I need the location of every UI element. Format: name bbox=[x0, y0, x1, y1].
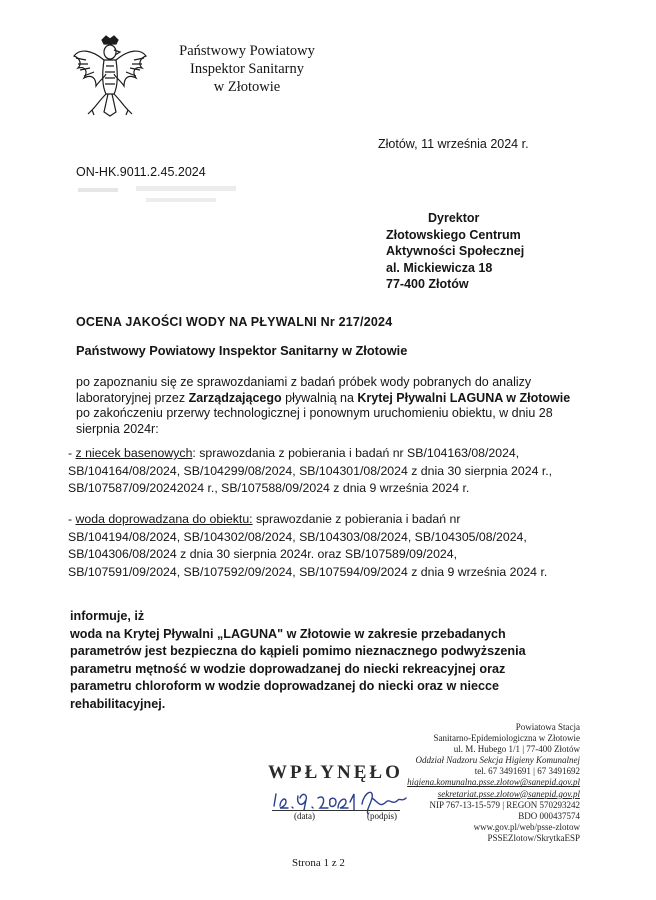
authority-line: Państwowy Powiatowy bbox=[179, 43, 315, 59]
agency-email-link[interactable]: higiena.komunalna.psse.zlotow@sanepid.gov.pl bbox=[407, 777, 580, 788]
document-title: OCENA JAKOŚCI WODY NA PŁYWALNI Nr 217/2024 bbox=[76, 315, 393, 329]
intro-bold: Krytej Pływalni LAGUNA w Złotowie bbox=[357, 390, 571, 405]
recipient-line: Aktywności Społecznej bbox=[386, 244, 525, 258]
section-text: sprawozdanie z pobierania i badań nr bbox=[252, 512, 461, 526]
recipient-line: 77-400 Złotów bbox=[386, 277, 469, 291]
intro-line: po zakończeniu przerwy technologicznej i ponownym uruchomieniu obiektu, w dniu 28 bbox=[76, 406, 553, 420]
recipient-line: al. Mickiewicza 18 bbox=[386, 260, 493, 275]
section-line bbox=[68, 511, 598, 529]
faded-stamp-mark bbox=[76, 184, 246, 210]
section-pool-samples bbox=[68, 445, 598, 498]
recipient-line: Dyrektor bbox=[428, 211, 480, 225]
issuing-authority bbox=[162, 42, 332, 96]
section-line: SB/104164/08/2024, SB/104299/08/2024, SB/104301/08/2024 z dnia 30 sierpnia 2024 r., bbox=[68, 463, 553, 478]
agency-line: Powiatowa Stacja bbox=[515, 722, 580, 732]
conclusion-paragraph bbox=[70, 608, 590, 713]
agency-line: tel. 67 3491691 | 67 3491692 bbox=[474, 766, 580, 777]
dash: - bbox=[68, 446, 76, 460]
section-line: SB/107587/09/20242024 r., SB/107588/09/2024 z dnia 9 września 2024 r. bbox=[68, 481, 470, 495]
agency-line: PSSEZlotow/SkrytkaESP bbox=[487, 832, 580, 843]
section-line bbox=[68, 445, 598, 463]
received-stamp-word: WPŁYNĘŁO bbox=[268, 762, 403, 783]
agency-line: Sanitarno-Epidemiologiczna w Złotowie bbox=[433, 733, 580, 744]
section-label: woda doprowadzana do obiektu: bbox=[75, 512, 253, 526]
recipient-address bbox=[386, 210, 524, 293]
intro-text: laboratoryjnej przez bbox=[76, 390, 189, 405]
intro-paragraph bbox=[76, 375, 586, 437]
agency-line: NIP 767-13-15-579 | REGON 570293242 bbox=[429, 799, 580, 810]
agency-email-link[interactable]: sekretariat.psse.zlotow@sanepid.gov.pl bbox=[437, 788, 580, 799]
recipient-line: Złotowskiego Centrum bbox=[386, 227, 521, 242]
intro-bold: Zarządzającego bbox=[188, 390, 282, 405]
section-supply-samples bbox=[68, 511, 598, 581]
section-line: SB/104194/08/2024, SB/104302/08/2024, SB/104303/08/2024, SB/104305/08/2024, bbox=[68, 529, 527, 544]
agency-website-link[interactable]: www.gov.pl/web/psse-zlotow bbox=[473, 821, 580, 832]
agency-line: ul. M. Hubego 1/1 | 77-400 Złotów bbox=[453, 744, 580, 755]
intro-text: pływalnią na bbox=[281, 390, 358, 405]
agency-line: Oddział Nadzoru Sekcja Higieny Komunalnej bbox=[415, 755, 580, 766]
section-line: SB/104306/08/2024 z dnia 30 sierpnia 2024r. oraz SB/107589/09/2024, bbox=[68, 547, 458, 561]
conclusion-line: parametru chloroform w wodzie doprowadzanej do niecki oraz w niecce bbox=[70, 679, 499, 693]
conclusion-line: woda na Krytej Pływalni „LAGUNA" w Złotowie w zakresie przebadanych bbox=[70, 626, 506, 641]
intro-line: po zapoznaniu się ze sprawozdaniami z badań próbek wody pobranych do analizy bbox=[76, 375, 532, 389]
agency-stamp bbox=[380, 722, 580, 844]
place-date: Złotów, 11 września 2024 r. bbox=[378, 137, 529, 151]
reference-number: ON-HK.9011.2.45.2024 bbox=[76, 165, 206, 179]
intro-line bbox=[76, 391, 586, 407]
conclusion-line: parametru mętność w wodzie doprowadzanej do niecki rekreacyjnej oraz bbox=[70, 661, 506, 676]
dash: - bbox=[68, 512, 76, 526]
conclusion-line: parametrów jest bezpieczna do kąpieli pomimo nieznacznego podwyższenia bbox=[70, 644, 526, 658]
page-number: Strona 1 z 2 bbox=[292, 857, 345, 869]
section-label: z niecek basenowych bbox=[75, 446, 193, 460]
authority-line: Inspektor Sanitarny bbox=[190, 61, 304, 77]
agency-line: BDO 000437574 bbox=[518, 810, 580, 821]
stamp-date-label: (data) bbox=[294, 811, 315, 821]
conclusion-line: informuje, iż bbox=[70, 609, 145, 623]
intro-line: sierpnia 2024r: bbox=[76, 421, 159, 436]
white-eagle-emblem-icon bbox=[70, 34, 150, 118]
inspector-heading: Państwowy Powiatowy Inspektor Sanitarny w Złotowie bbox=[76, 343, 408, 358]
conclusion-line: rehabilitacyjnej. bbox=[70, 696, 166, 711]
section-line: SB/107591/09/2024, SB/107592/09/2024, SB/107594/09/2024 z dnia 9 września 2024 r. bbox=[68, 564, 548, 579]
authority-line: w Złotowie bbox=[213, 79, 281, 95]
stamp-signature-label: (podpis) bbox=[367, 811, 397, 821]
section-text: : sprawozdania z pobierania i badań nr SB/104163/08/2024, bbox=[192, 446, 520, 460]
